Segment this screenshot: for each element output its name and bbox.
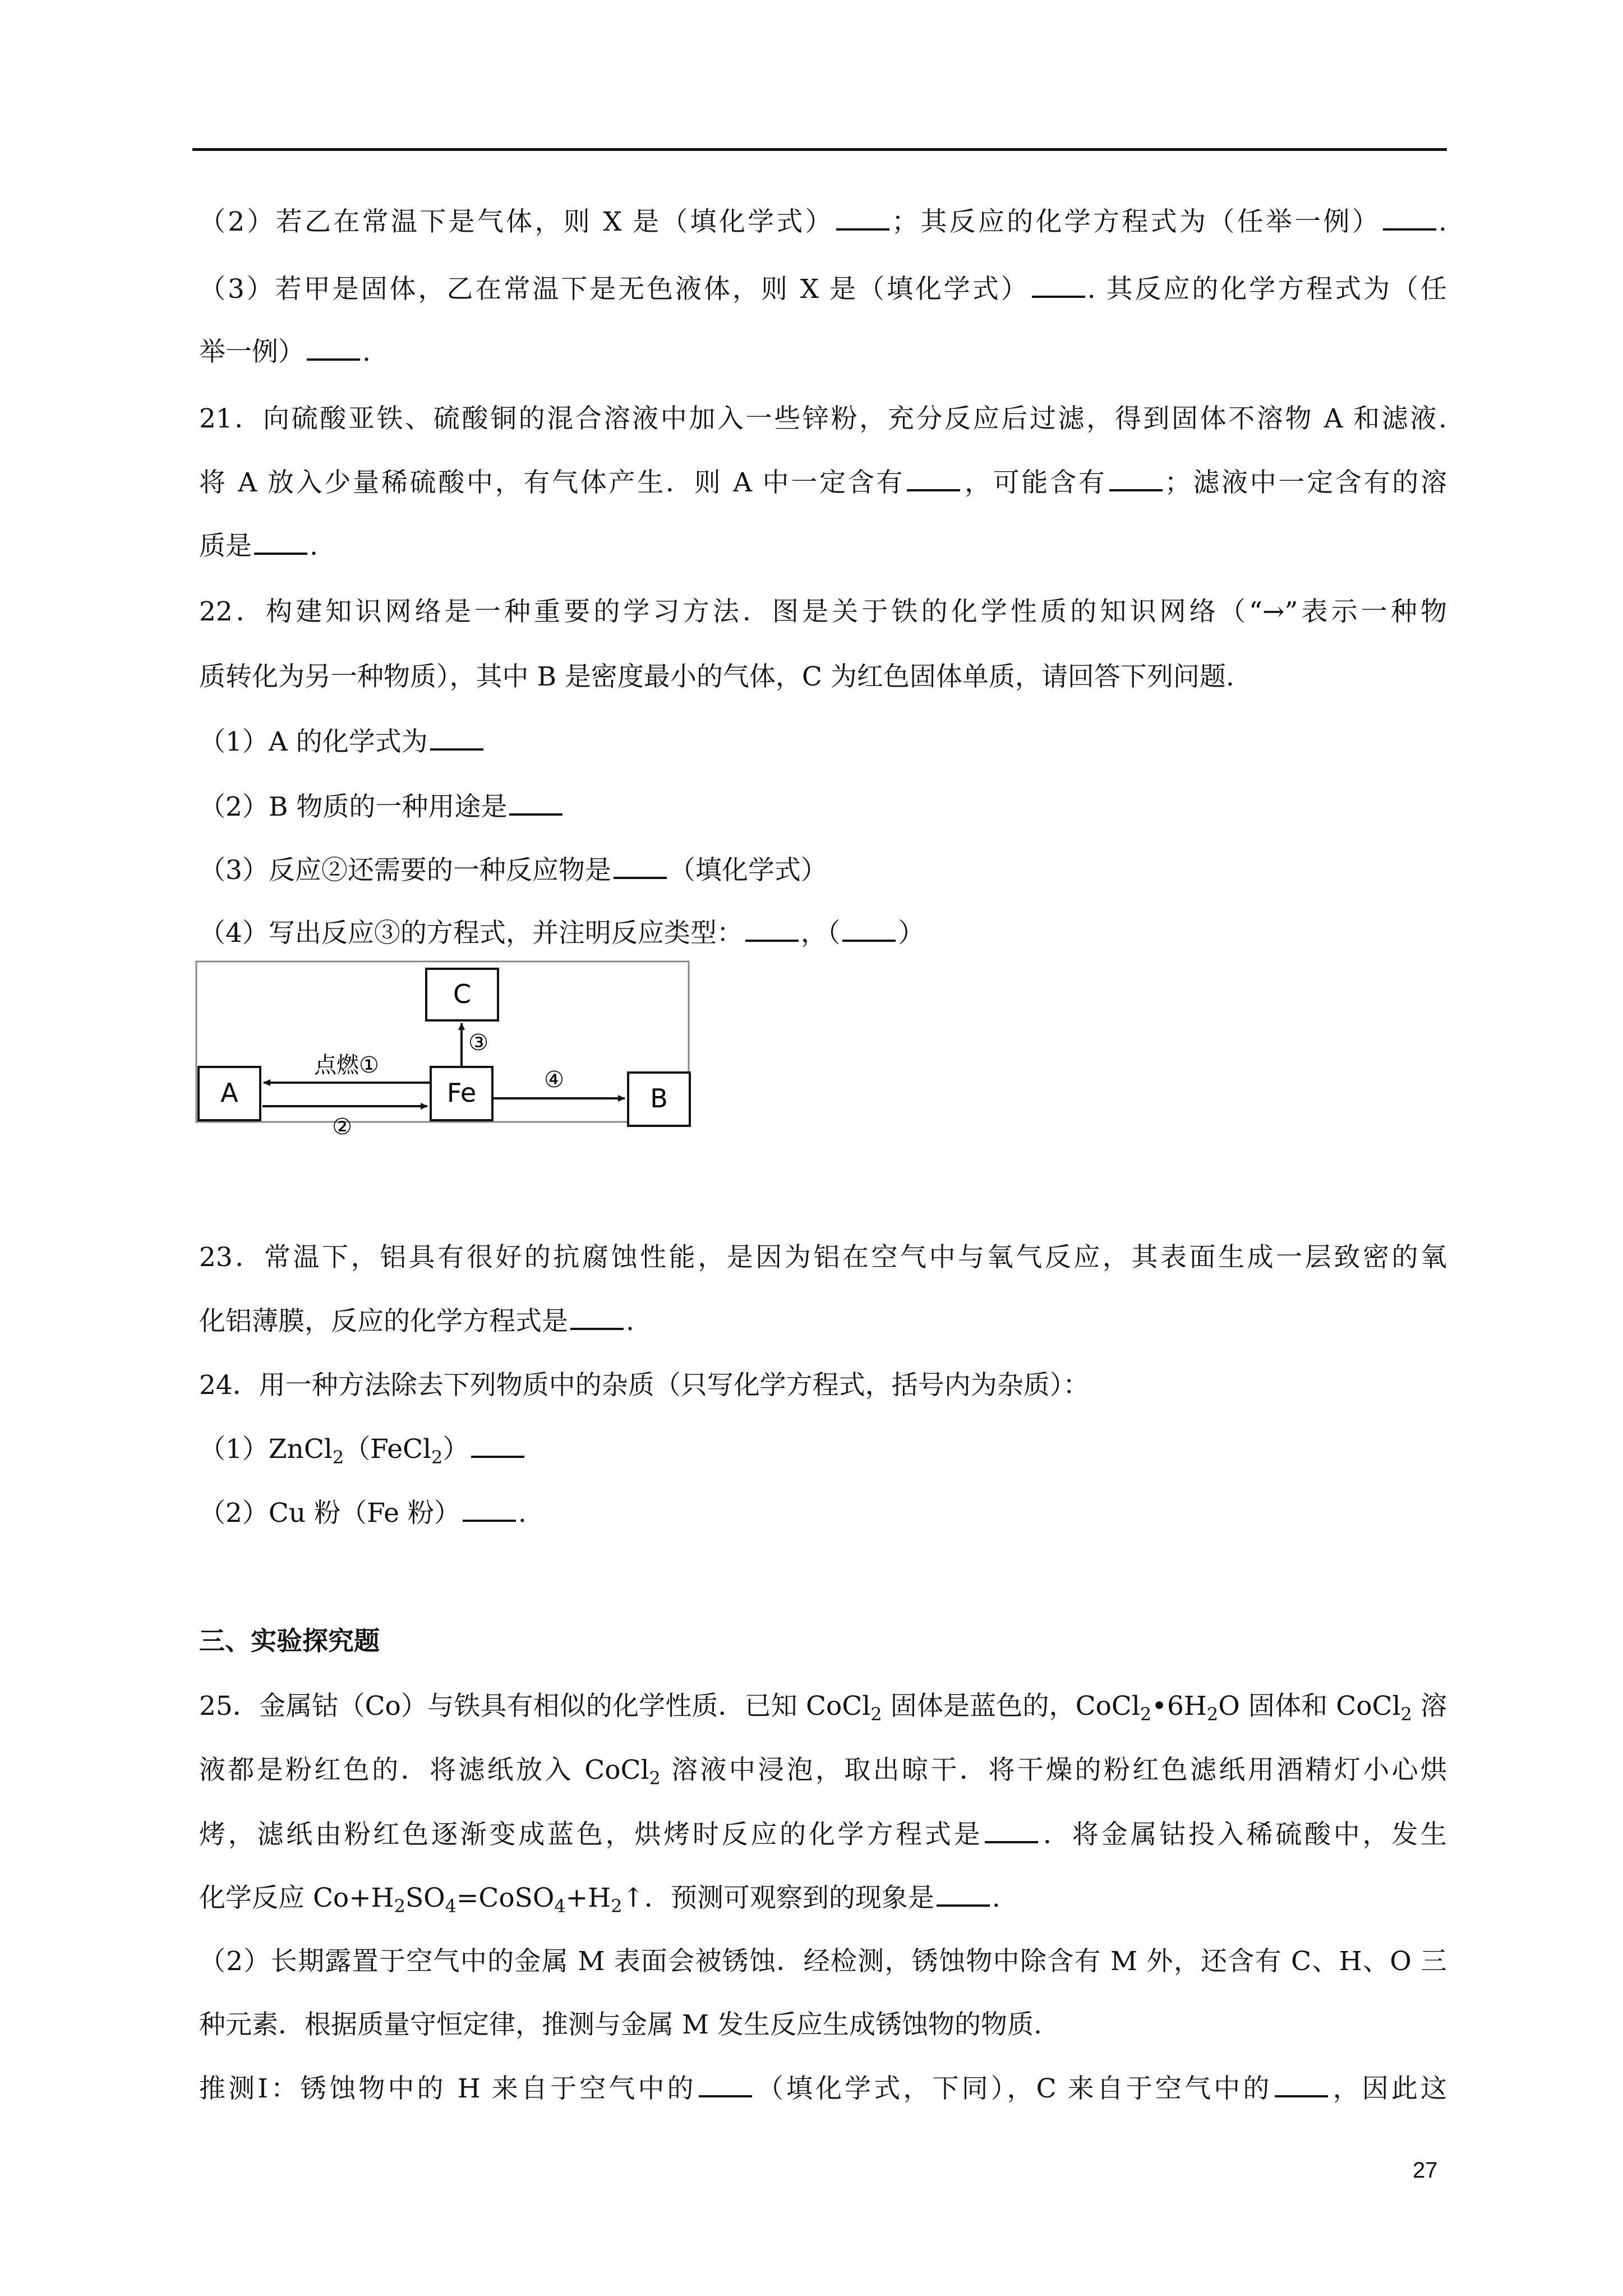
q22-sub2: （2）B 物质的一种用途是 bbox=[199, 790, 1447, 824]
q25-hypothesis-1: 推测Ⅰ：锈蚀物中的 H 来自于空气中的 （填化学式，下同），C 来自于空气中的 ，因此这 bbox=[199, 2072, 1447, 2106]
q25-part2-line1: （2）长期露置于空气中的金属 M 表面会被锈蚀．经检测，锈蚀物中除含有 M 外，还含有 C、H、O 三 bbox=[199, 1946, 1447, 1977]
label-reaction-4: ④ bbox=[544, 1067, 564, 1093]
header-rule bbox=[192, 148, 1447, 151]
label-reaction-1: 点燃① bbox=[314, 1052, 379, 1078]
q21-line2: 将 A 放入少量稀硫酸中，有气体产生．则 A 中一定含有 ，可能含有 ；滤液中一定含有的溶 bbox=[199, 466, 1447, 500]
node-fe-label: Fe bbox=[446, 1078, 477, 1108]
q25-line2: 液都是粉红色的．将滤纸放入 CoCl$_2$ 溶液中浸泡，取出晾干．将干燥的粉红色滤纸用酒精灯小心烘 bbox=[199, 1755, 1447, 1789]
page-number: 27 bbox=[1413, 2158, 1438, 2183]
node-a-label: A bbox=[220, 1078, 238, 1108]
q22-sub4: （4）写出反应③的方程式，并注明反应类型： ，（ ） bbox=[199, 916, 1447, 950]
q22-sub3: （3）反应②还需要的一种反应物是 （填化学式） bbox=[199, 853, 1447, 887]
q20-part3-cont: 举一例） . bbox=[199, 335, 1447, 369]
label-reaction-2: ② bbox=[332, 1114, 352, 1140]
label-reaction-3: ③ bbox=[468, 1030, 488, 1056]
q24-sub1: （1）ZnCl$_2$（FeCl$_2$） bbox=[199, 1432, 1447, 1474]
q22-sub1: （1）A 的化学式为 bbox=[199, 725, 1447, 759]
q24-sub2: （2）Cu 粉（Fe 粉） . bbox=[199, 1496, 1447, 1530]
iron-reaction-network-diagram bbox=[195, 960, 690, 1140]
q25-part2-line2: 种元素．根据质量守恒定律，推测与金属 M 发生反应生成锈蚀物的物质. bbox=[199, 2009, 1042, 2040]
node-c-label: C bbox=[453, 979, 472, 1009]
q22-line2: 质转化为另一种物质），其中 B 是密度最小的气体，C 为红色固体单质，请回答下列问题. bbox=[199, 661, 1234, 692]
q21-line1: 21．向硫酸亚铁、硫酸铜的混合溶液中加入一些锌粉，充分反应后过滤，得到固体不溶物 A 和滤液. bbox=[199, 403, 1447, 434]
q23-line2: 化铝薄膜，反应的化学方程式是 . bbox=[199, 1304, 1447, 1338]
q25-line3: 烤，滤纸由粉红色逐渐变成蓝色，烘烤时反应的化学方程式是 ．将金属钴投入稀硫酸中，发生 bbox=[199, 1818, 1447, 1852]
q22-line1: 22．构建知识网络是一种重要的学习方法．图是关于铁的化学性质的知识网络（“→”表示一种物 bbox=[199, 596, 1447, 627]
q20-part2: （2）若乙在常温下是气体，则 X 是（填化学式） ；其反应的化学方程式为（任举一例） . bbox=[199, 205, 1447, 239]
node-b-label: B bbox=[650, 1083, 668, 1114]
q25-line1: 25．金属钴（Co）与铁具有相似的化学性质．已知 CoCl$_2$ 固体是蓝色的，$CoCl_2•6H_2O$ 固体和 CoCl$_2$ 溶 bbox=[199, 1691, 1447, 1725]
section-heading-experiment: 三、实验探究题 bbox=[199, 1626, 380, 1656]
q20-part3: （3）若甲是固体，乙在常温下是无色液体，则 X 是（填化学式） . 其反应的化学方程式为（任 bbox=[199, 272, 1447, 306]
q23-line1: 23．常温下，铝具有很好的抗腐蚀性能，是因为铝在空气中与氧气反应，其表面生成一层致密的氧 bbox=[199, 1242, 1447, 1273]
q24-line1: 24．用一种方法除去下列物质中的杂质（只写化学方程式，括号内为杂质）： bbox=[199, 1370, 1090, 1401]
q21-line3: 质是 . bbox=[199, 529, 1447, 563]
q25-line4: 化学反应 $Co+H_2SO_4=CoSO_4+H_2↑$．预测可观察到的现象是 . bbox=[199, 1881, 1447, 1923]
